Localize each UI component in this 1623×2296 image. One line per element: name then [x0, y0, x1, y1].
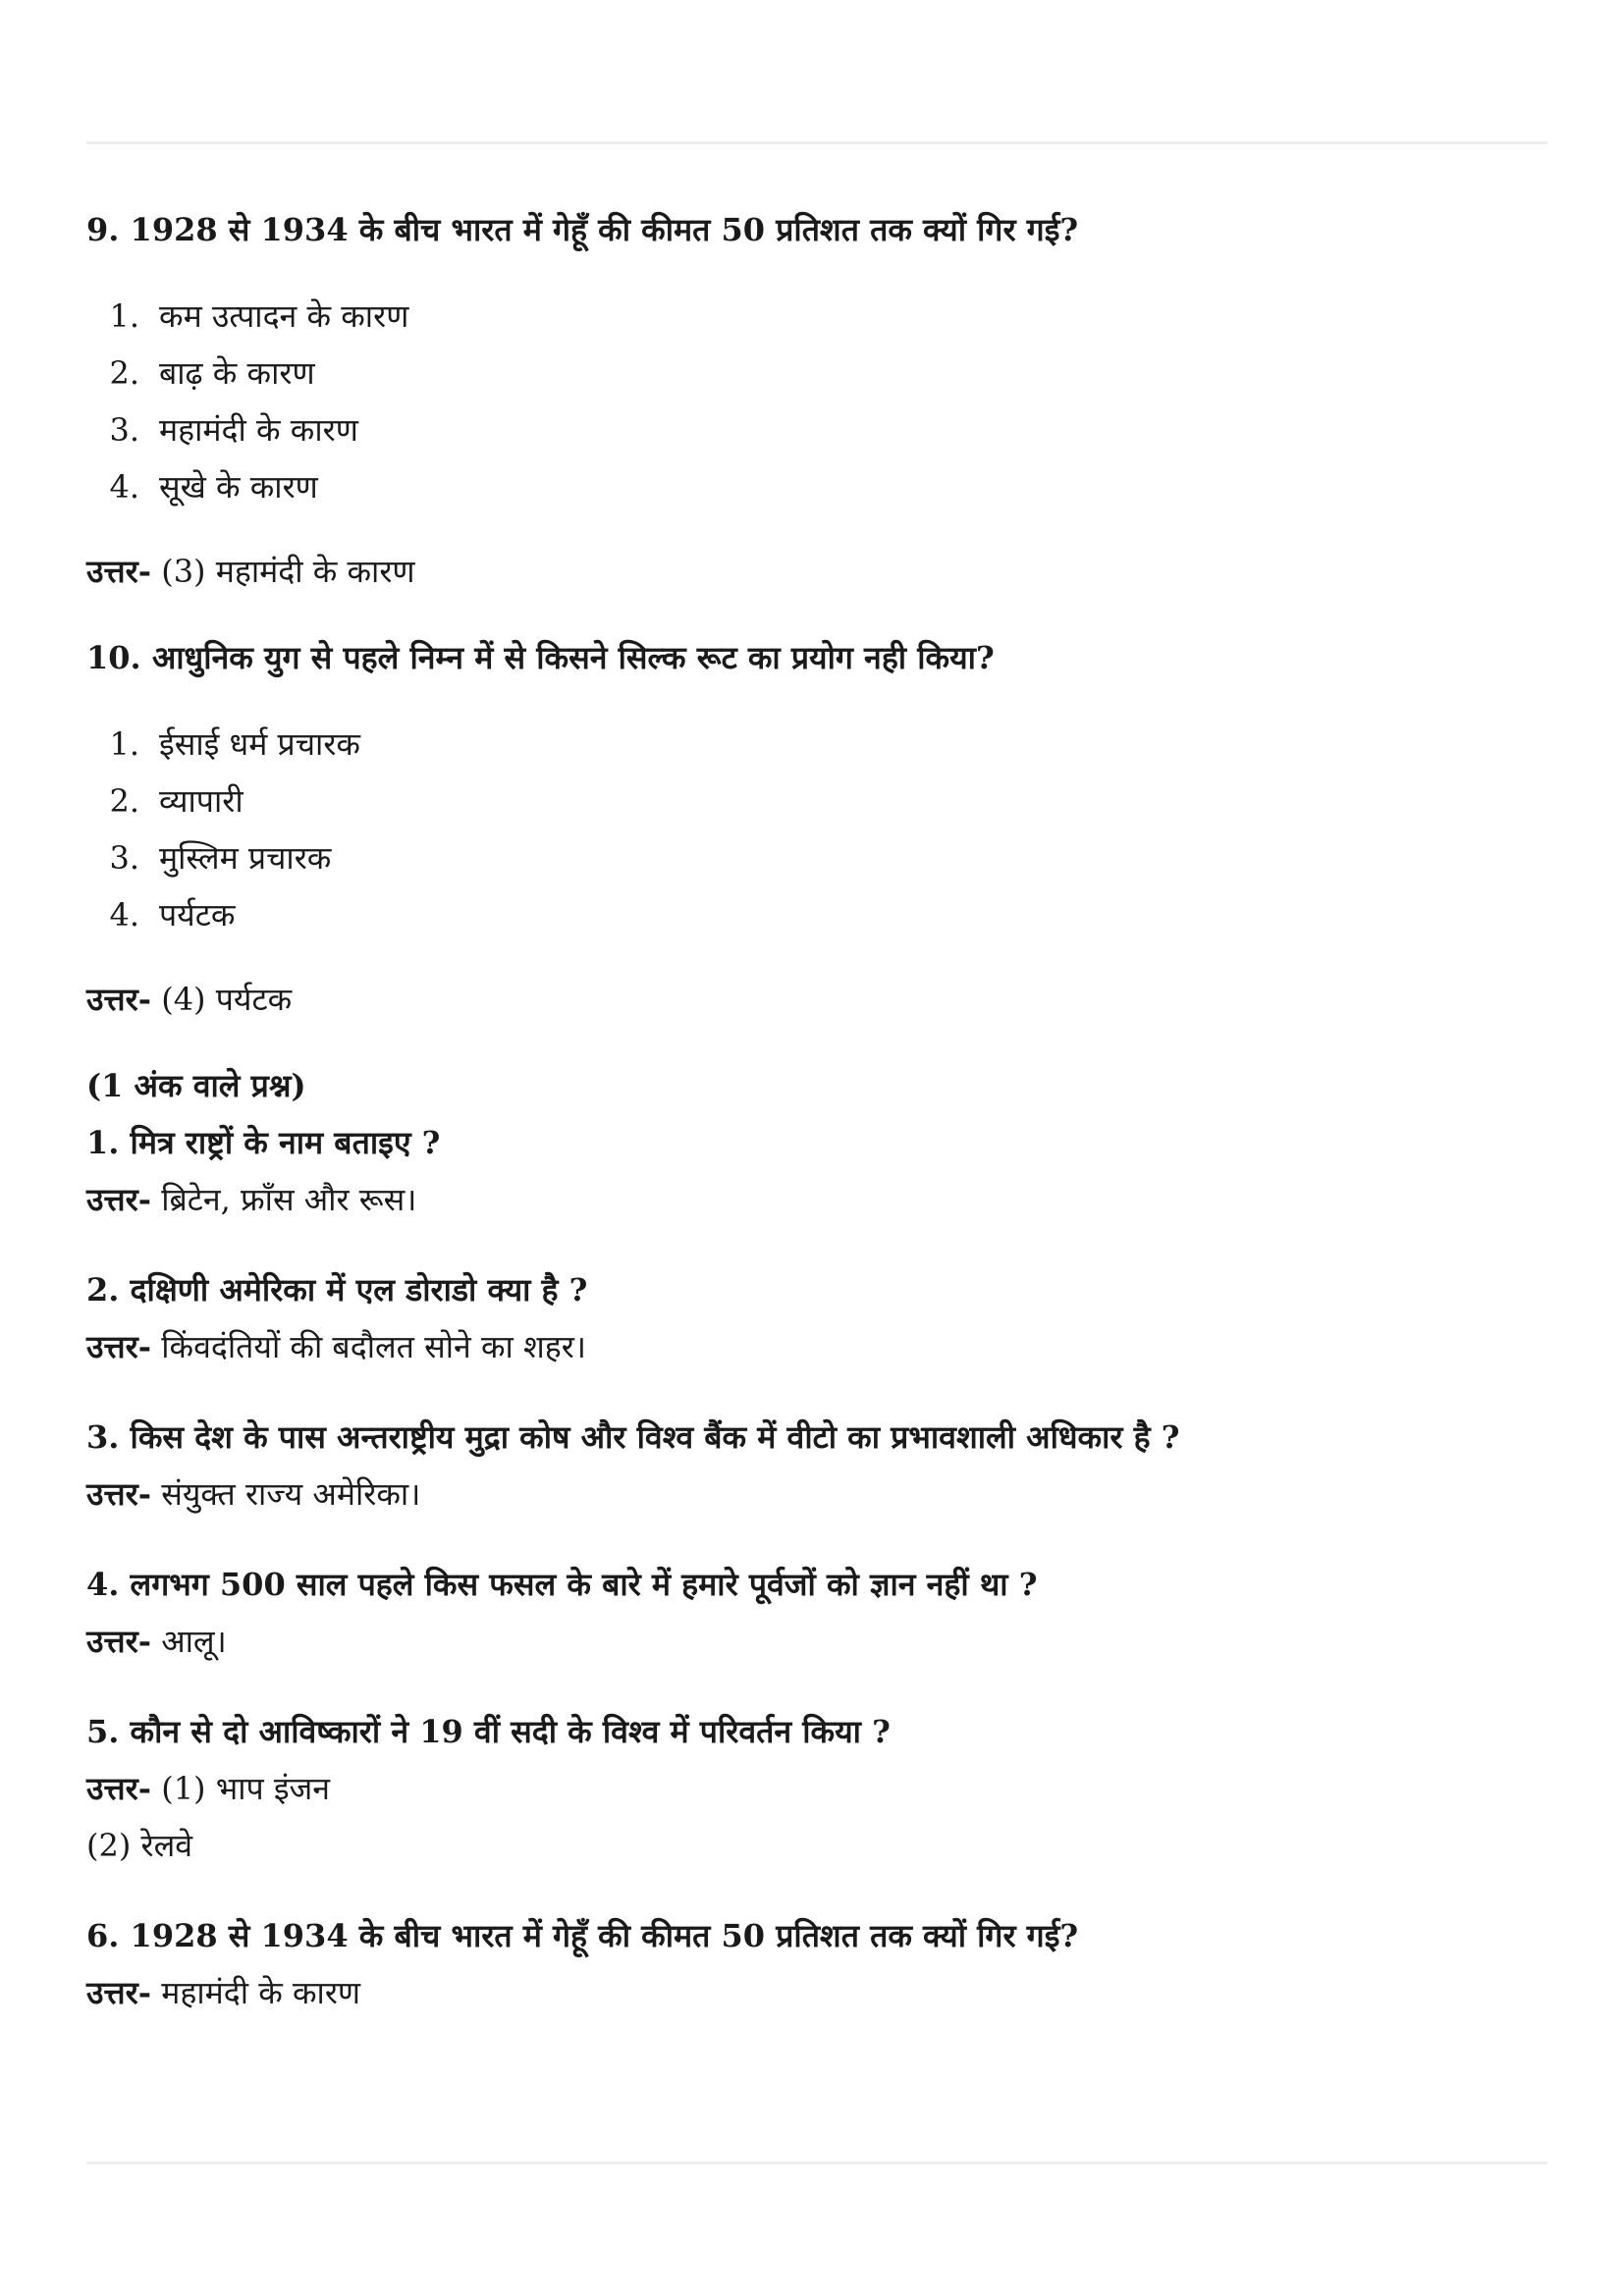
short-qa: [86, 1409, 1540, 1522]
answer-label: उत्तर-: [86, 553, 152, 590]
option-text: बाढ़ के कारण: [159, 354, 315, 392]
short-qa: [86, 1556, 1540, 1670]
answer-text: ब्रिटेन, फ्राँस और रूस।: [161, 1181, 417, 1218]
option-number: 2.: [109, 354, 139, 392]
option-number: 3.: [109, 411, 139, 449]
top-divider: [86, 141, 1547, 144]
answer-text: किंवदंतियों की बदौलत सोने का शहर।: [161, 1328, 586, 1365]
answer-line: [86, 1318, 1540, 1375]
option-list: [86, 716, 1540, 943]
question-text: 4. लगभग 500 साल पहले किस फसल के बारे में हमारे पूर्वजों को ज्ञान नहीं था ?: [86, 1566, 1038, 1603]
answer-label: उत्तर-: [86, 1974, 152, 2011]
answer-text: (1) भाप इंजन: [161, 1770, 331, 1807]
answer-line: [86, 1964, 1540, 2021]
answer-label: उत्तर-: [86, 1770, 152, 1807]
option-item: [86, 345, 1540, 401]
option-number: 1.: [109, 297, 139, 335]
answer-text: (4) पर्यटक: [161, 981, 293, 1018]
option-text: सूखे के कारण: [159, 468, 318, 506]
option-text: ईसाई धर्म प्रचारक: [159, 725, 360, 763]
answer-line: [86, 1466, 1540, 1522]
section-heading: (1 अंक वाले प्रश्न): [86, 1067, 306, 1104]
mcq-block: [86, 201, 1540, 600]
option-text: कम उत्पादन के कारण: [159, 297, 409, 335]
answer-line: [86, 1171, 1540, 1228]
option-number: 3.: [109, 839, 139, 877]
option-item: [86, 401, 1540, 458]
option-number: 1.: [109, 725, 139, 763]
answer-text: आलू।: [161, 1623, 227, 1660]
question-text: 2. दक्षिणी अमेरिका में एल डोराडो क्या है ?: [86, 1271, 588, 1308]
answer-label: उत्तर-: [86, 1623, 152, 1660]
bottom-divider: [86, 2162, 1547, 2164]
answer-extra-line: (2) रेलवे: [86, 1827, 193, 1864]
option-item: [86, 458, 1540, 515]
short-qa: [86, 1114, 1540, 1228]
answer-text: (3) महामंदी के कारण: [161, 553, 415, 590]
option-number: 2.: [109, 782, 139, 820]
question-text: 6. 1928 से 1934 के बीच भारत में गेहूँ की कीमत 50 प्रतिशत तक क्यों गिर गई?: [86, 1917, 1079, 1954]
option-text: पर्यटक: [159, 896, 236, 934]
option-item: [86, 829, 1540, 886]
answer-line: [86, 1760, 1540, 1817]
answer-label: उत्तर-: [86, 981, 152, 1018]
option-item: [86, 716, 1540, 773]
option-list: [86, 288, 1540, 515]
short-qa: [86, 1703, 1540, 1874]
question-text: 1. मित्र राष्ट्रों के नाम बताइए ?: [86, 1124, 441, 1161]
question-text: 5. कौन से दो आविष्कारों ने 19 वीं सदी के विश्व में परिवर्तन किया ?: [86, 1713, 891, 1750]
answer-text: महामंदी के कारण: [161, 1974, 361, 2011]
option-text: मुस्लिम प्रचारक: [159, 839, 332, 877]
answer-label: उत्तर-: [86, 1181, 152, 1218]
mcq-block: [86, 629, 1540, 1028]
document-body: [86, 201, 1540, 2021]
option-number: 4.: [109, 896, 139, 934]
option-number: 4.: [109, 468, 139, 506]
short-qa: [86, 1907, 1540, 2021]
question-text: 3. किस देश के पास अन्तराष्ट्रीय मुद्रा कोष और विश्व बैंक में वीटो का प्रभावशाली अधिकार है ?: [86, 1418, 1180, 1456]
short-qa: [86, 1261, 1540, 1375]
answer-text: संयुक्त राज्य अमेरिका।: [161, 1475, 421, 1513]
answer-line: [86, 971, 1540, 1028]
answer-label: उत्तर-: [86, 1328, 152, 1365]
answer-line: [86, 1613, 1540, 1670]
question-text: 9. 1928 से 1934 के बीच भारत में गेहूँ की कीमत 50 प्रतिशत तक क्यों गिर गई?: [86, 211, 1079, 248]
question-text: 10. आधुनिक युग से पहले निम्न में से किसने सिल्क रूट का प्रयोग नही किया?: [86, 639, 995, 676]
option-item: [86, 288, 1540, 345]
option-item: [86, 773, 1540, 829]
option-text: व्यापारी: [159, 782, 243, 820]
option-text: महामंदी के कारण: [159, 411, 358, 449]
answer-line: [86, 543, 1540, 600]
answer-label: उत्तर-: [86, 1475, 152, 1513]
option-item: [86, 886, 1540, 943]
